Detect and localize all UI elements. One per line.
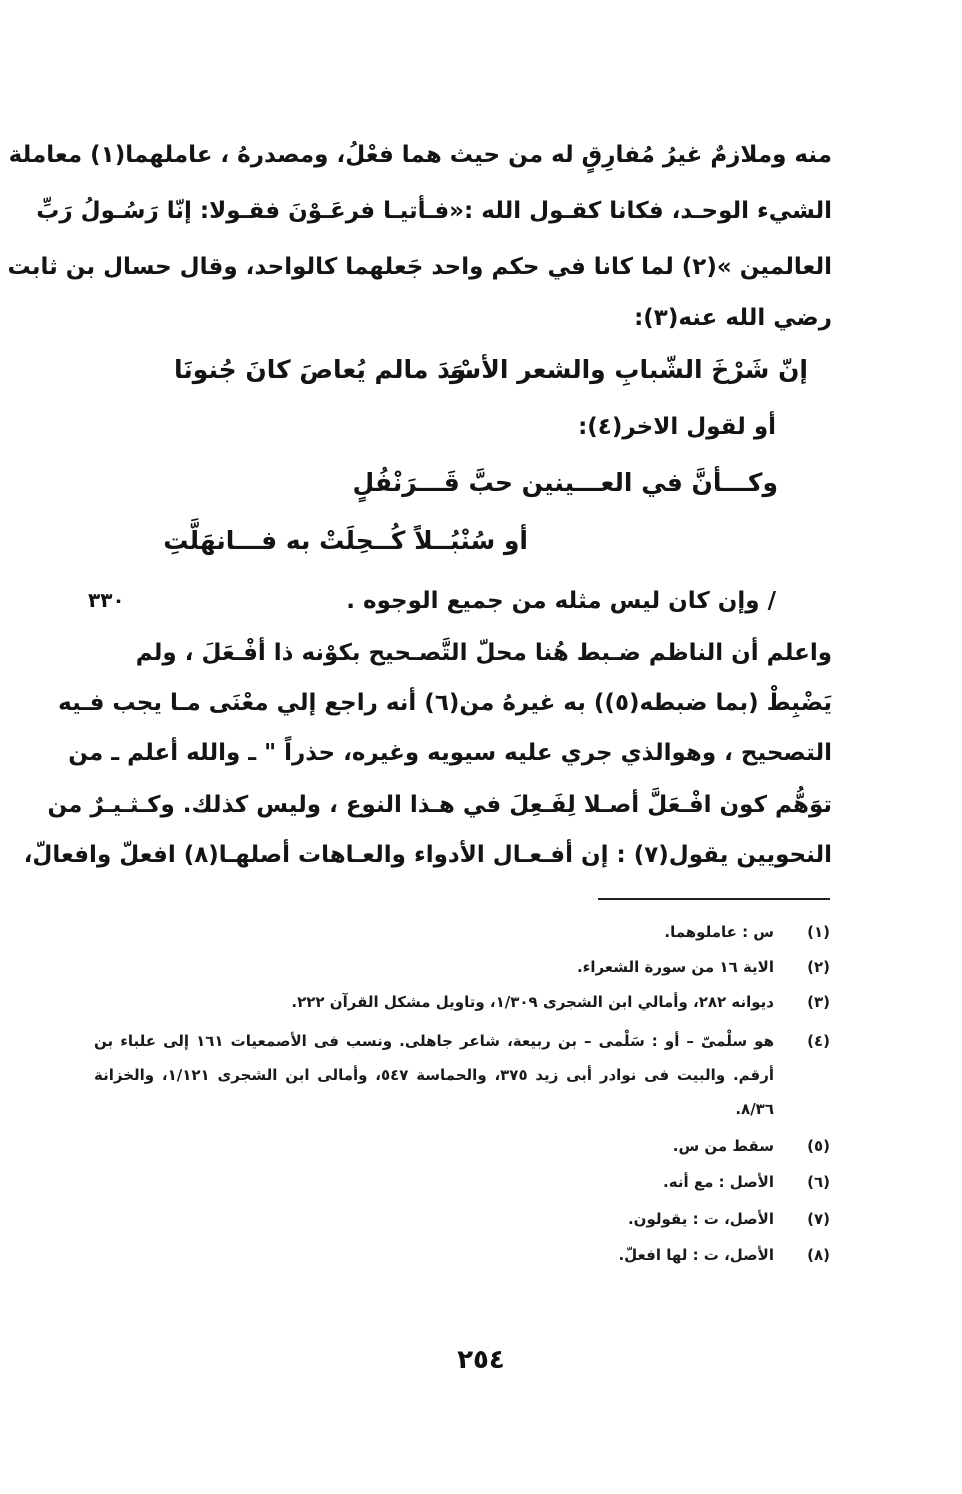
body-line-6: واعلم أن الناظم ضـبط هُنا محلّ التَّصـحيح بكوْنه ذا أفْـعَلَ ، ولم [135, 640, 832, 666]
body-line-3: العالمين »(٢) لما كانا في حكم واحد جَعلهما كالواحد، وقال حسال بن ثابت [7, 254, 832, 280]
margin-page-number: ٣٣٠ [88, 588, 125, 612]
footnote-4-text-line-1: هو سلْمىّ – أو : سَلْمى – بن ربيعة، شاعر جاهلى. ونسب فى الأصمعيات ١٦١ إلى علباء بن [94, 1032, 774, 1050]
footnote-8-text: الأصل، ت : لها افعلّ. [618, 1246, 774, 1264]
body-line-5: / وإن كان ليس مثله من جميع الوجوه . [346, 588, 776, 614]
poem-2-second-hemistich: أو سُنْبُــلاً كُــحِلَتْ به فـــانهَلَّتِ [163, 526, 528, 555]
body-line-8: التصحيح ، وهوالذي جري عليه سيويه وغيره، حذراً " ـ والله أعلم ـ من [68, 740, 832, 766]
page-number: ٢٥٤ [457, 1345, 505, 1375]
footnote-3-number: (٣) [807, 993, 830, 1011]
footnote-3-text: ديوانه ٢٨٢، وأمالي ابن الشجرى ١/٣٠٩، وتاويل مشكل القرآن ٢٢٢. [291, 993, 774, 1011]
poem-2-intro: أو لقول الاخر(٤): [578, 414, 776, 440]
footnote-6-number: (٦) [807, 1173, 830, 1191]
body-line-7: يَضْبِطْ (بما ضبطه(٥)) به غيرهُ من(٦) أنه راجع إلي معْنَى مـا يجب فـيه [58, 690, 832, 716]
footnote-4-text-line-3: ٨/٣٦. [735, 1100, 774, 1118]
body-line-1: منه وملازمٌ غيرُ مُفارِقٍ له من حيث هما فعْلُ، ومصدرهُ ، عاملهما(١) معاملة [8, 142, 832, 168]
footnote-2-number: (٢) [807, 958, 830, 976]
footnote-6-text: الأصل : مع أنه. [663, 1173, 774, 1191]
body-line-10: النحويين يقول(٧) : إن أفـعـال الأدواء والعـاهات أصلهـا(٨) افعلّ وافعالّ، [23, 842, 832, 868]
footnote-8-number: (٨) [807, 1246, 830, 1264]
body-line-9: توَهُّم كون افْـعَلَّ أصـلا لِفَـعِلَ في هـذا النوع ، وليس كذلك. وكـثـيـرٌ من [47, 792, 832, 818]
footnote-7-number: (٧) [807, 1210, 830, 1228]
footnote-1-text: س : عاملوهما. [664, 923, 774, 941]
poem-1-first-hemistich: إنّ شَرْخَ الشّبابِ والشعر الأسْـ [448, 355, 808, 384]
footnote-7-text: الأصل، ت : يقولون. [627, 1210, 774, 1228]
body-line-4: رضي الله عنه(٣): [634, 305, 832, 331]
poem-1-second-hemistich: ـوَدَ مالم يُعاصَ كانَ جُنونَا [174, 355, 475, 384]
footnote-1-number: (١) [807, 923, 830, 941]
footnote-divider [598, 898, 830, 900]
footnote-4-number: (٤) [807, 1032, 830, 1050]
poem-2-first-hemistich: وكـــأنَّ في العـــينين حبَّ قَـــرَنْفُلٍ [352, 468, 778, 497]
footnote-4-text-line-2: أرقم. والبيت فى نوادر أبى زيد ٣٧٥، والحماسة ٥٤٧، وأمالى ابن الشجرى ١/١٢١، والخزانة [94, 1066, 774, 1084]
footnote-2-text: الاية ١٦ من سورة الشعراء. [576, 958, 774, 976]
footnote-5-text: سقط من س. [672, 1137, 774, 1155]
footnote-5-number: (٥) [807, 1137, 830, 1155]
body-line-2: الشيء الوحـد، فكانا كقـول الله :«فـأتيـا فرعَـوْنَ فقـولا: إنّا رَسُـولُ رَبِّ [36, 198, 832, 224]
